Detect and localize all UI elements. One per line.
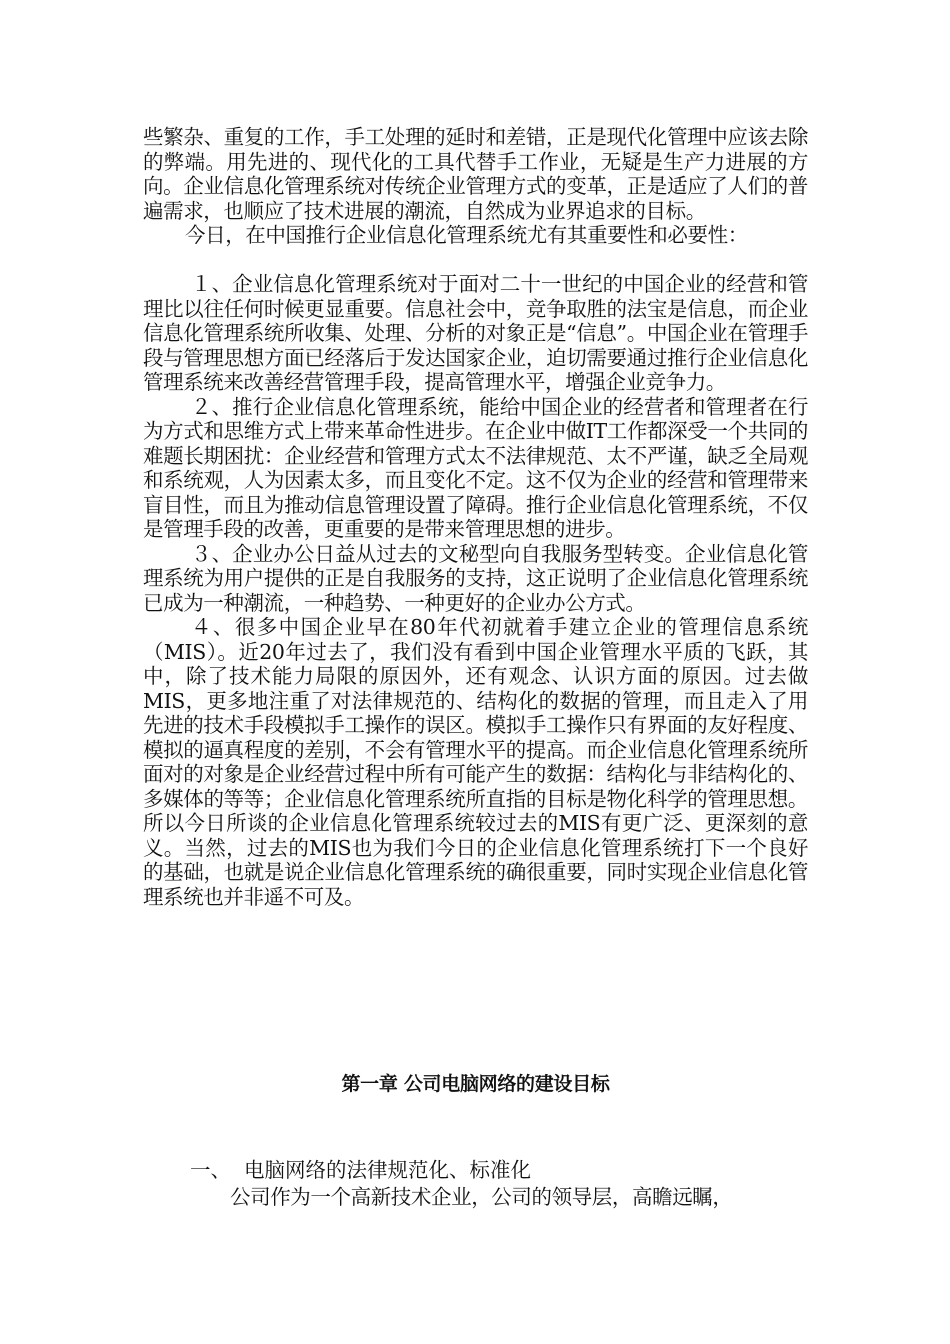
section-heading xyxy=(190,1157,531,1183)
paragraph-point-2: ２、推行企业信息化管理系统，能给中国企业的经营者和管理者在行为方式和思维方式上带来革命性进步。在企业中做IT工作都深受一个共同的难题长期困扰：企业经营和管理方式太不法律规范、太不严谨，缺乏全局观和系统观，人为因素太多，而且变化不定。这不仅为企业的经营和管理带来盲目性，而且为推动信息管理设置了障碍。推行企业信息化管理系统，不仅是管理手段的改善，更重要的是带来管理思想的进步。 xyxy=(143,394,808,541)
section-title: 电脑网络的法律规范化、标准化 xyxy=(244,1158,531,1182)
section-number: 一、 xyxy=(190,1158,231,1182)
paragraph-point-3: ３、企业办公日益从过去的文秘型向自我服务型转变。企业信息化管理系统为用户提供的正是自我服务的支持，这正说明了企业信息化管理系统已成为一种潮流，一种趋势、一种更好的企业办公方式。 xyxy=(143,541,808,615)
chapter-title: 第一章 公司电脑网络的建设目标 xyxy=(341,1073,610,1095)
paragraph-continuation: 些繁杂、重复的工作，手工处理的延时和差错，正是现代化管理中应该去除的弊端。用先进的、现代化的工具代替手工作业，无疑是生产力进展的方向。企业信息化管理系统对传统企业管理方式的变革，正是适应了人们的普遍需求，也顺应了技术进展的潮流，自然成为业界追求的目标。 xyxy=(143,125,808,223)
body-text xyxy=(143,125,808,909)
paragraph-intro: 今日，在中国推行企业信息化管理系统尤有其重要性和必要性： xyxy=(185,223,748,247)
paragraph-point-1: １、企业信息化管理系统对于面对二十一世纪的中国企业的经营和管理比以往任何时候更显重要。信息社会中，竞争取胜的法宝是信息，而企业信息化管理系统所收集、处理、分析的对象正是“信息”。中国企业在管理手段与管理思想方面已经落后于发达国家企业，迫切需要通过推行企业信息化管理系统来改善经营管理手段，提高管理水平，增强企业竞争力。 xyxy=(143,272,808,394)
paragraph-point-4: ４、很多中国企业早在80年代初就着手建立企业的管理信息系统（MIS）。近20年过去了，我们没有看到中国企业管理水平质的飞跃，其中，除了技术能力局限的原因外，还有观念、认识方面的原因。过去做MIS，更多地注重了对法律规范的、结构化的数据的管理，而且走入了用先进的技术手段模拟手工操作的误区。模拟手工操作只有界面的友好程度、模拟的逼真程度的差别，不会有管理水平的提高。而企业信息化管理系统所面对的对象是企业经营过程中所有可能产生的数据：结构化与非结构化的、多媒体的等等；企业信息化管理系统所直指的目标是物化科学的管理思想。所以今日所谈的企业信息化管理系统较过去的MIS有更广泛、更深刻的意义。当然，过去的MIS也为我们今日的企业信息化管理系统打下一个良好的基础，也就是说企业信息化管理系统的确很重要，同时实现企业信息化管理系统也并非遥不可及。 xyxy=(143,615,808,909)
section-paragraph: 公司作为一个高新技术企业，公司的领导层，高瞻远瞩， xyxy=(230,1185,733,1209)
